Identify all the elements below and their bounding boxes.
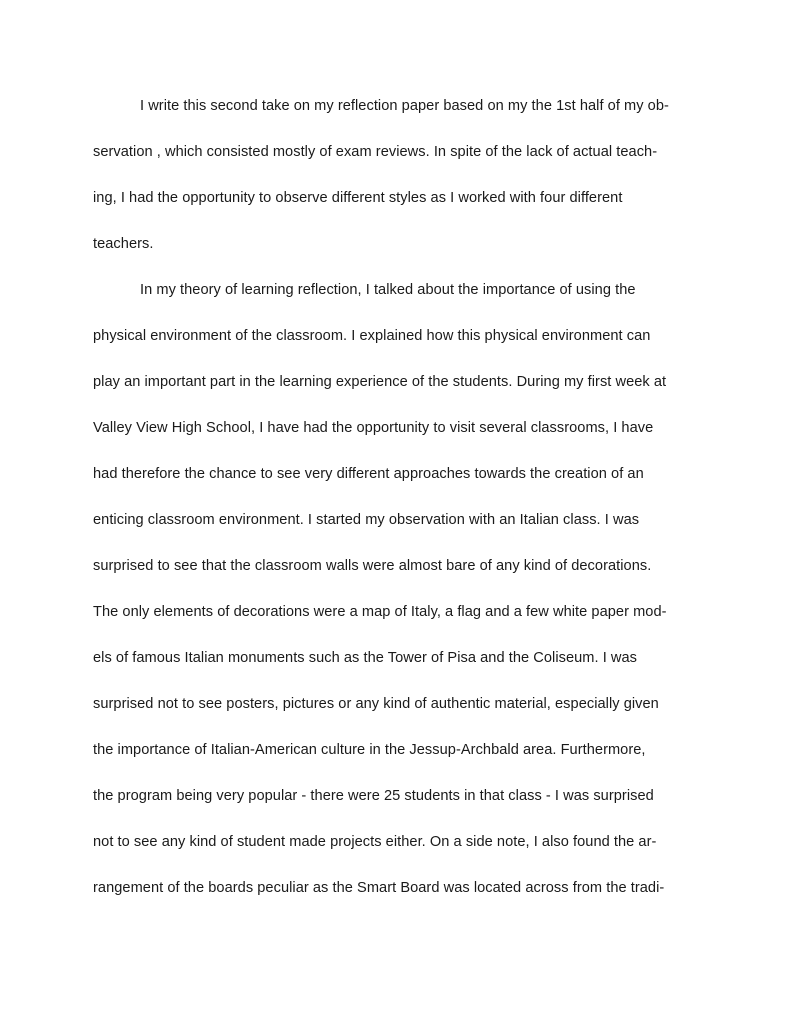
paragraph-2-line-8: The only elements of decorations were a map of Italy, a flag and a few white paper mod-: [93, 604, 667, 620]
paragraph-2-line-2: physical environment of the classroom. I explained how this physical environment can: [93, 328, 651, 344]
paragraph-2-line-6: enticing classroom environment. I started my observation with an Italian class. I was: [93, 512, 640, 528]
paragraph-2-line-9: els of famous Italian monuments such as the Tower of Pisa and the Coliseum. I was: [93, 650, 638, 666]
paragraph-1-line-1: I write this second take on my reflection paper based on my the 1st half of my ob-: [140, 98, 669, 114]
paragraph-1-line-3: ing, I had the opportunity to observe different styles as I worked with four different: [93, 190, 623, 206]
paragraph-2-line-5: had therefore the chance to see very different approaches towards the creation of an: [93, 466, 644, 482]
paragraph-2-line-1: In my theory of learning reflection, I talked about the importance of using the: [140, 282, 636, 298]
paragraph-2-line-11: the importance of Italian-American culture in the Jessup-Archbald area. Furthermore,: [93, 742, 646, 758]
paragraph-1-line-4: teachers.: [93, 236, 154, 252]
paragraph-2-line-12: the program being very popular - there were 25 students in that class - I was surprised: [93, 788, 654, 804]
paragraph-2-line-3: play an important part in the learning experience of the students. During my first week at: [93, 374, 667, 390]
paragraph-2-line-14: rangement of the boards peculiar as the Smart Board was located across from the tradi-: [93, 880, 665, 896]
paragraph-2-line-10: surprised not to see posters, pictures or any kind of authentic material, especially given: [93, 696, 659, 712]
paragraph-2-line-4: Valley View High School, I have had the opportunity to visit several classrooms, I have: [93, 420, 654, 436]
paragraph-2-line-7: surprised to see that the classroom walls were almost bare of any kind of decorations.: [93, 558, 652, 574]
paragraph-1-line-2: servation , which consisted mostly of exam reviews. In spite of the lack of actual teach-: [93, 144, 658, 160]
paragraph-2-line-13: not to see any kind of student made projects either. On a side note, I also found the ar-: [93, 834, 657, 850]
